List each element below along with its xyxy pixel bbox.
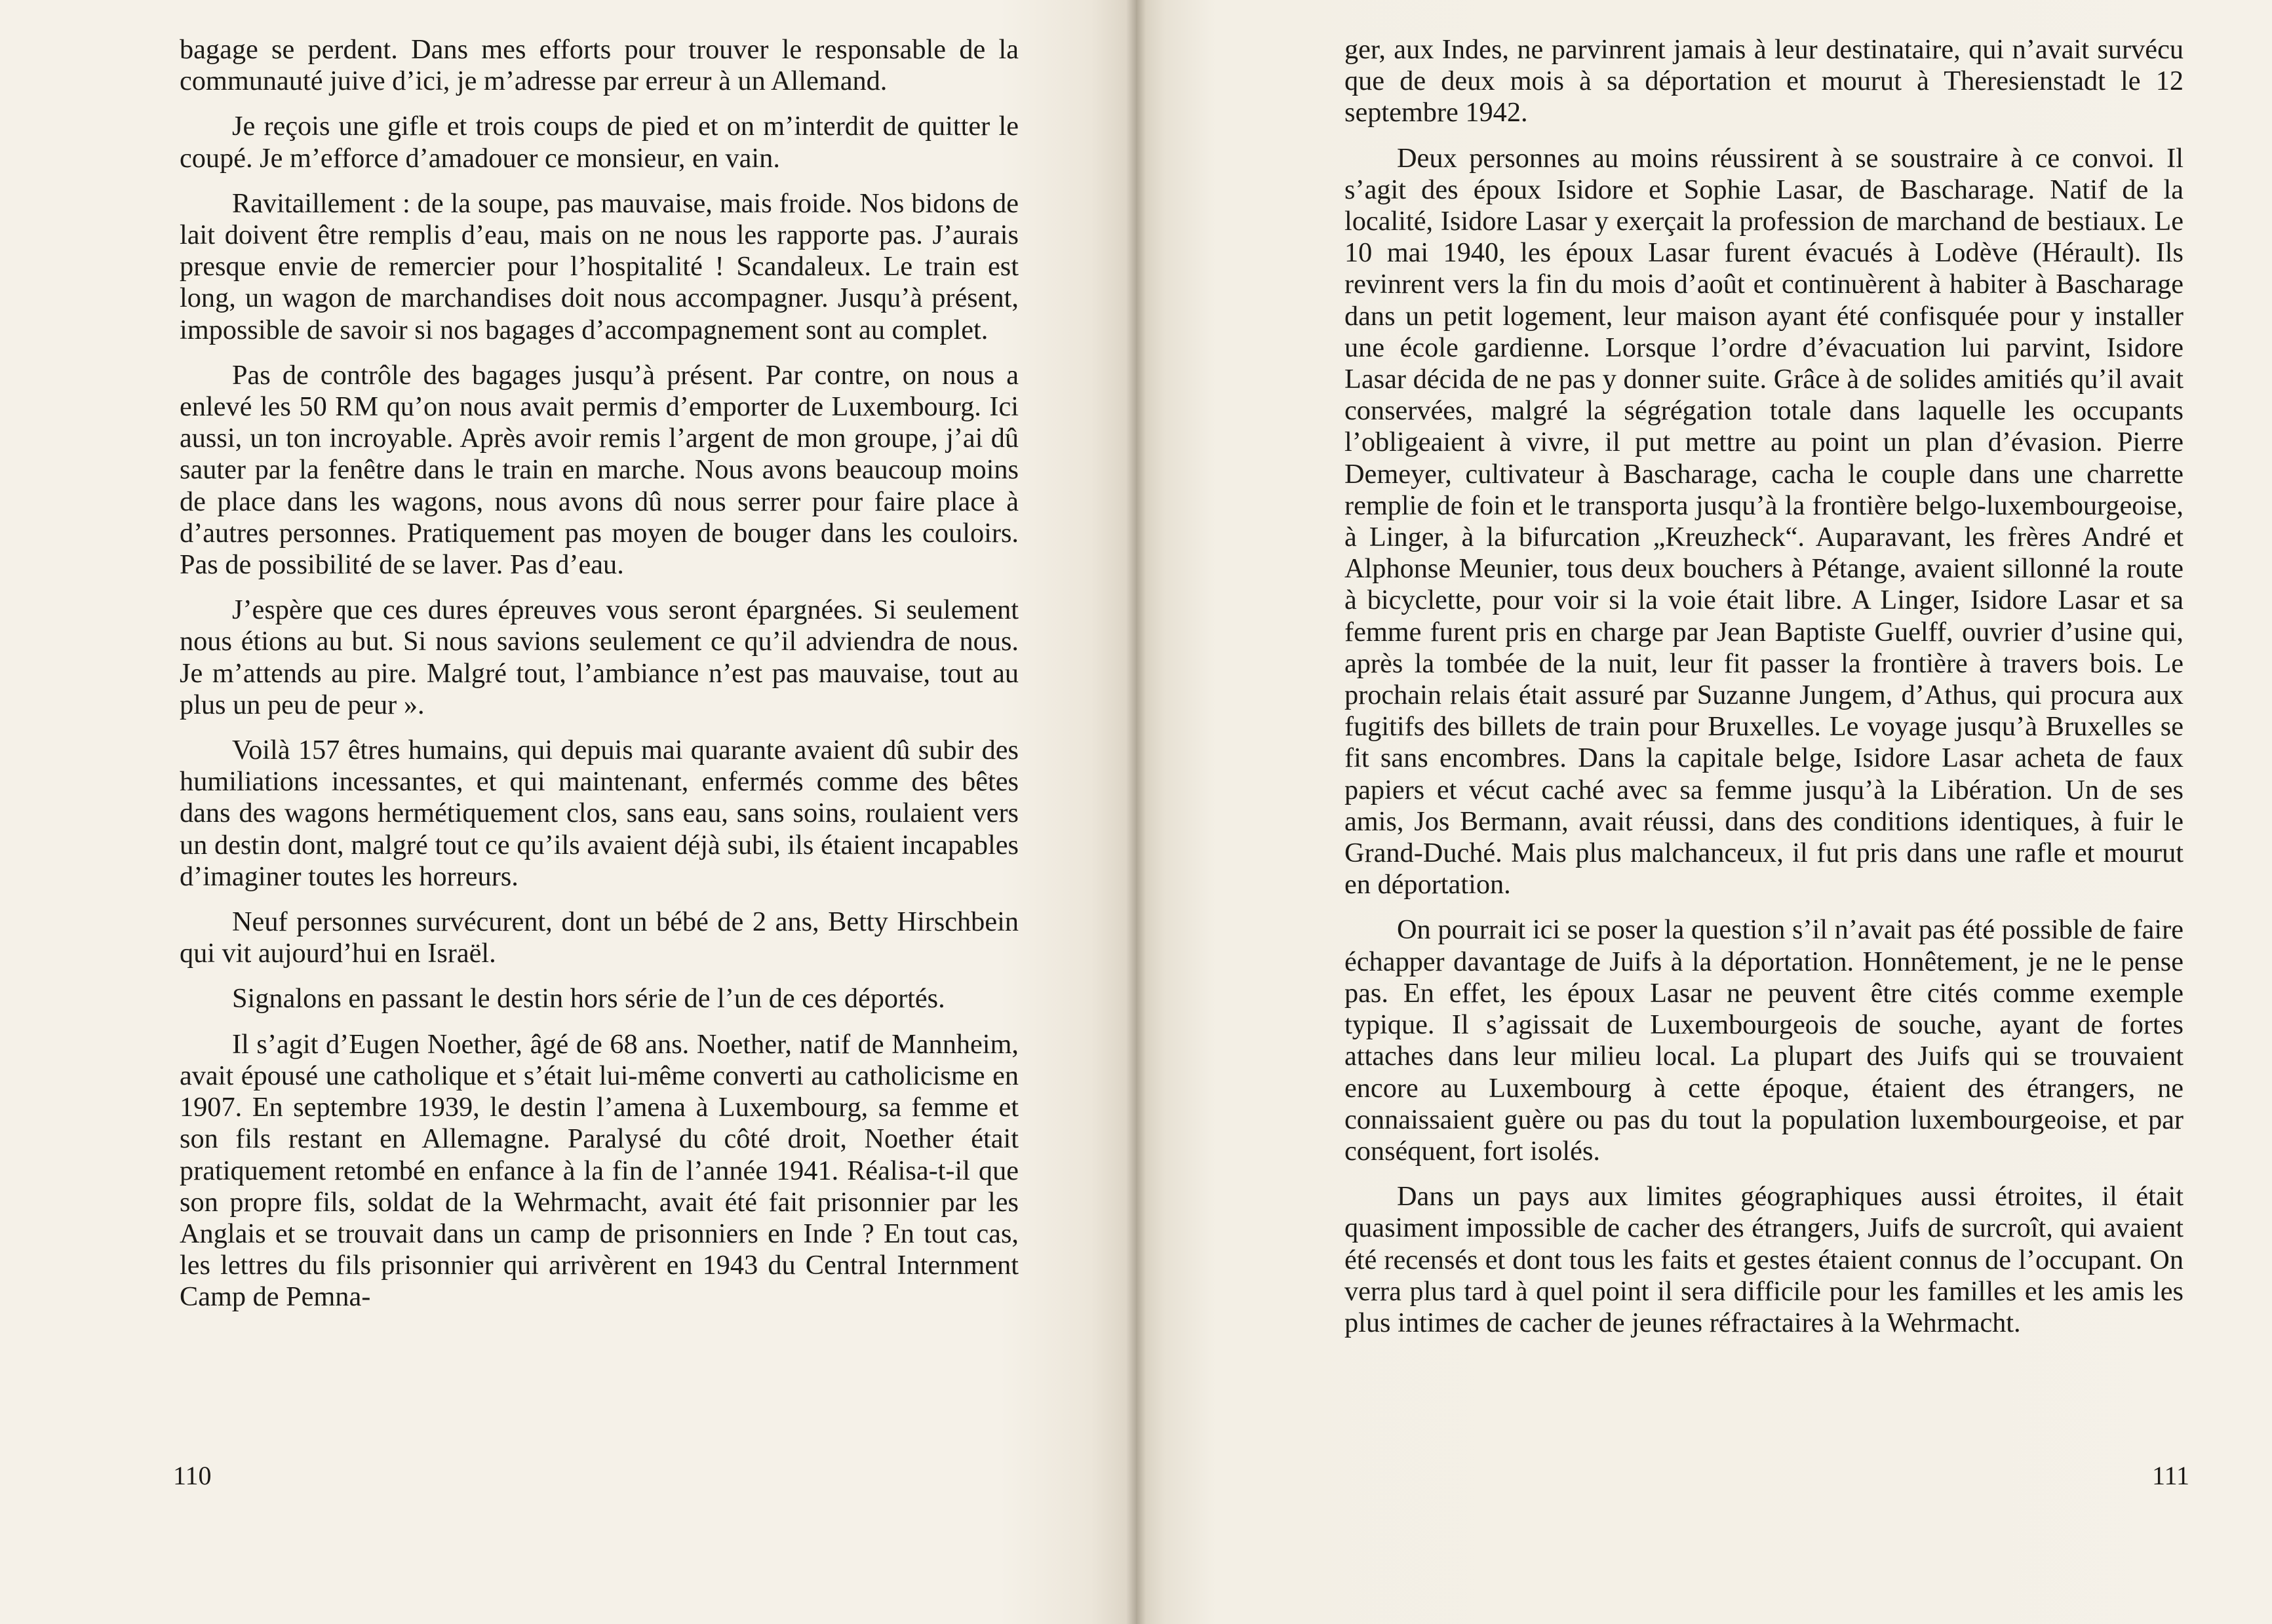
right-page-text-column bbox=[1344, 34, 2184, 1339]
paragraph: Neuf personnes survécurent, dont un bébé de 2 ans, Betty Hirschbein qui vit aujourd’hui en Israël. bbox=[180, 906, 1019, 969]
left-page-text-column bbox=[180, 34, 1019, 1313]
paragraph: Il s’agit d’Eugen Noether, âgé de 68 ans. Noether, natif de Mannheim, avait épousé une catholique et s’était lui-même converti au catholicisme en 1907. En septembre 1939, le destin l’amena à Luxembourg, sa femme et son fils restant en Allemagne. Paralysé du côté droit, Noether était pratiquement retombé en enfance à la fin de l’année 1941. Réalisa-t-il que son propre fils, soldat de la Wehrmacht, avait été fait prisonnier par les Anglais et se trouvait dans un camp de prisonniers en Inde ? En tout cas, les lettres du fils prisonnier qui arrivèrent en 1943 du Central Internment Camp de Pemna- bbox=[180, 1028, 1019, 1313]
book-gutter bbox=[1126, 0, 1146, 1624]
paragraph: bagage se perdent. Dans mes efforts pour trouver le responsable de la communauté juive d’ici, je m’adresse par erreur à un Allemand. bbox=[180, 34, 1019, 97]
paragraph: Je reçois une gifle et trois coups de pied et on m’interdit de quitter le coupé. Je m’efforce d’amadouer ce monsieur, en vain. bbox=[180, 111, 1019, 174]
page-number: 111 bbox=[2152, 1461, 2190, 1490]
paragraph: Voilà 157 êtres humains, qui depuis mai quarante avaient dû subir des humiliations incessantes, et qui maintenant, enfermés comme des bêtes dans des wagons hermétiquement clos, sans eau, sans soins, roulaient vers un destin dont, malgré tout ce qu’ils avaient déjà subi, ils étaient incapables d’imaginer toutes les horreurs. bbox=[180, 735, 1019, 892]
paragraph: On pourrait ici se poser la question s’il n’avait pas été possible de faire échapper davantage de Juifs à la déportation. Honnêtement, je ne le pense pas. En effet, les époux Lasar ne peuvent être cités comme exemple typique. Il s’agissait de Luxembourgeois de souche, ayant de fortes attaches dans leur milieu local. La plupart des Juifs qui se trouvaient encore au Luxembourg à cette époque, étaient des étrangers, ne connaissaient guère ou pas du tout la population luxembourgeoise, et par conséquent, fort isolés. bbox=[1344, 914, 2184, 1167]
page-number: 110 bbox=[173, 1461, 212, 1490]
paragraph: Signalons en passant le destin hors série de l’un de ces déportés. bbox=[232, 983, 945, 1015]
paragraph: Ravitaillement : de la soupe, pas mauvaise, mais froide. Nos bidons de lait doivent être remplis d’eau, mais on ne nous les rapporte pas. J’aurais presque envie de remercier pour l’hospitalité ! Scandaleux. Le train est long, un wagon de marchandises doit nous accompagner. Jusqu’à présent, impossible de savoir si nos bagages d’accompagnement sont au complet. bbox=[180, 187, 1019, 345]
paragraph: Dans un pays aux limites géographiques aussi étroites, il était quasiment impossible de cacher des étrangers, Juifs de surcroît, qui avaient été recensés et dont tous les faits et gestes étaient connus de l’occupant. On verra plus tard à quel point il sera difficile pour les familles et les amis les plus intimes de cacher de jeunes réfractaires à la Wehrmacht. bbox=[1344, 1181, 2184, 1338]
right-page bbox=[1136, 0, 2272, 1624]
paragraph: ger, aux Indes, ne parvinrent jamais à leur destinataire, qui n’avait survécu que de deux mois à sa déportation et mourut à Theresienstadt le 12 septembre 1942. bbox=[1344, 34, 2184, 128]
paragraph: Pas de contrôle des bagages jusqu’à présent. Par contre, on nous a enlevé les 50 RM qu’on nous avait permis d’emporter de Luxembourg. Ici aussi, un ton incroyable. Après avoir remis l’argent de mon groupe, j’ai dû sauter par la fenêtre dans le train en marche. Nous avons beaucoup moins de place dans les wagons, nous avons dû nous serrer pour faire place à d’autres personnes. Pratiquement pas moyen de bouger dans les couloirs. Pas de possibilité de se laver. Pas d’eau. bbox=[180, 359, 1019, 581]
paragraph: J’espère que ces dures épreuves vous seront épargnées. Si seulement nous étions au but. Si nous savions seulement ce qu’il adviendra de nous. Je m’attends au pire. Malgré tout, l’ambiance n’est pas mauvaise, tout au plus un peu de peur ». bbox=[180, 594, 1019, 720]
paragraph: Deux personnes au moins réussirent à se soustraire à ce convoi. Il s’agit des époux Isidore et Sophie Lasar, de Bascharage. Natif de la localité, Isidore Lasar y exerçait la profession de marchand de bestiaux. Le 10 mai 1940, les époux Lasar furent évacués à Lodève (Hérault). Ils revinrent vers la fin du mois d’août et continuèrent à habiter à Bascharage dans un petit logement, leur maison ayant été confisquée pour y installer une école gardienne. Lorsque l’ordre d’évacuation lui parvint, Isidore Lasar décida de ne pas y donner suite. Grâce à de solides amitiés qu’il avait conservées, malgré la ségrégation totale dans laquelle les occupants l’obligeaient à vivre, il put mettre au point un plan d’évasion. Pierre Demeyer, cultivateur à Bascharage, cacha le couple dans une charrette remplie de foin et le transporta jusqu’à la frontière belgo-luxembourgeoise, à Linger, à la bifurcation „Kreuzheck“. Auparavant, les frères André et Alphonse Meunier, tous deux bouchers à Pétange, avaient sillonné la route à bicyclette, pour voir si la voie était libre. A Linger, Isidore Lasar et sa femme furent pris en charge par Jean Baptiste Guelff, ouvrier d’usine qui, après la tombée de la nuit, leur fit passer la frontière à travers bois. Le prochain relais était assuré par Suzanne Jungem, d’Athus, qui procura aux fugitifs des billets de train pour Bruxelles. Le voyage jusqu’à Bruxelles se fit sans encombres. Dans la capitale belge, Isidore Lasar acheta de faux papiers et vécut caché avec sa femme jusqu’à la Libération. Un de ses amis, Jos Bermann, avait réussi, dans des conditions identiques, à fuir le Grand-Duché. Mais plus malchanceux, il fut pris dans une rafle et mourut en déportation. bbox=[1344, 142, 2184, 900]
